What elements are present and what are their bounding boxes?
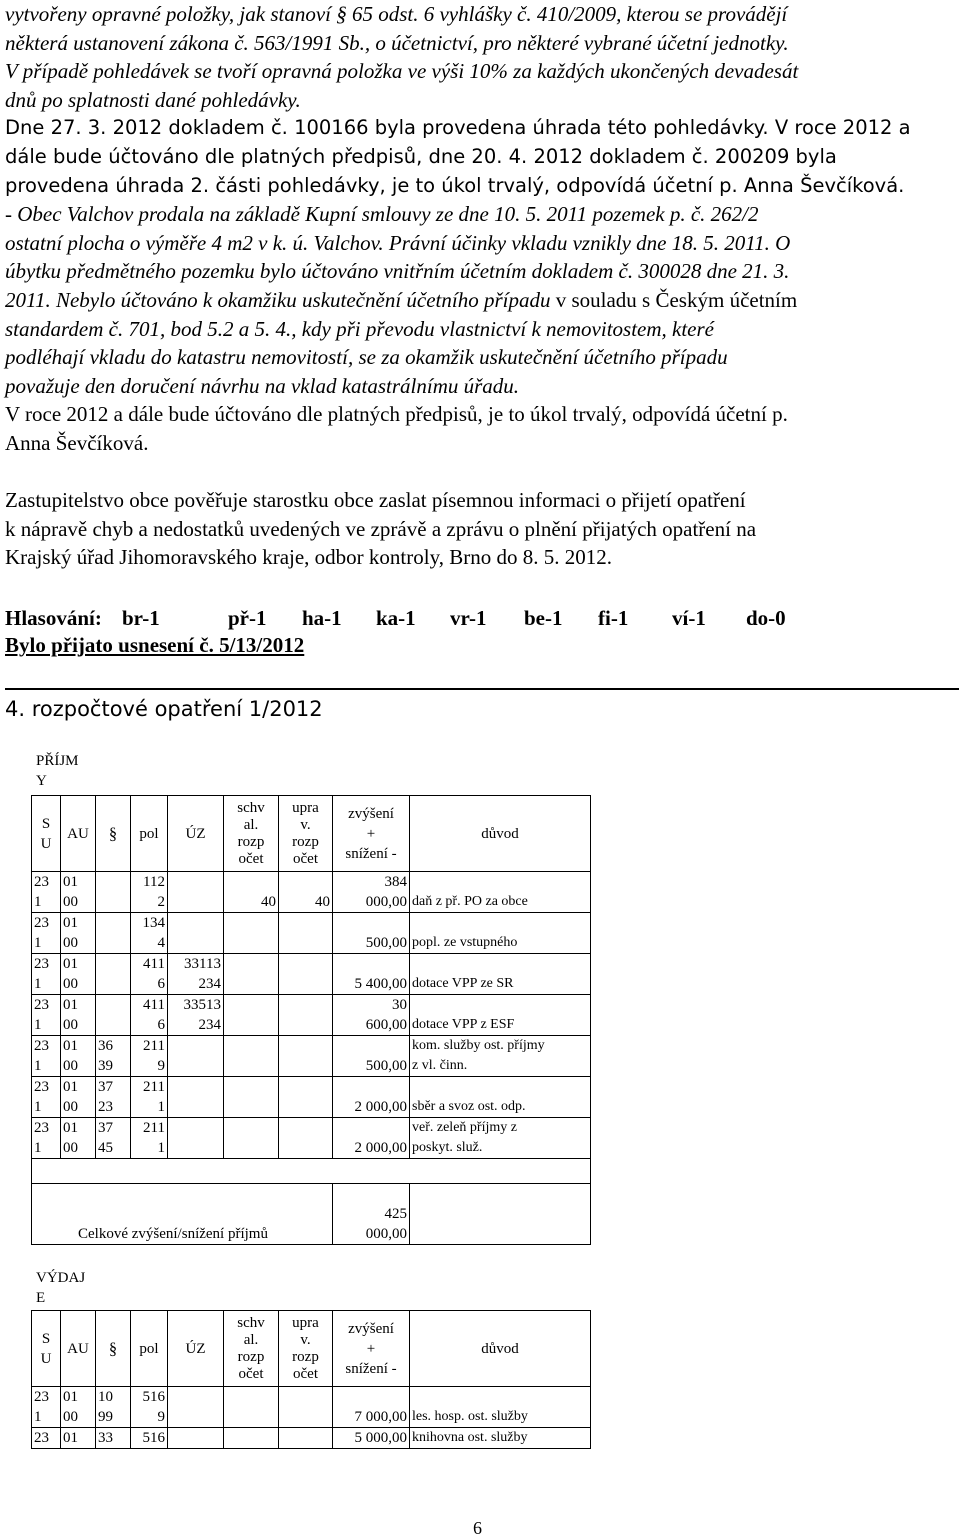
cell-uz <box>168 1077 224 1118</box>
cell-reason <box>410 1387 591 1428</box>
cell-su-line: 1 <box>34 1409 42 1425</box>
cell-pol-line: 411 <box>143 956 165 972</box>
cell-uz <box>168 872 224 913</box>
cell-pol-line: 2 <box>157 894 165 910</box>
cell-pol-line: 411 <box>143 997 165 1013</box>
text-line: úbytku předmětného pozemku bylo účtováno vnitřním účetním dokladem č. 300028 dne 21. 3. <box>5 259 790 284</box>
cell-su-line: 23 <box>34 874 49 890</box>
cell-reason-line: daň z př. PO za obce <box>412 894 528 909</box>
cell-change <box>333 1387 410 1428</box>
cell-au-line: 01 <box>63 1430 78 1446</box>
cell-reason-line: popl. ze vstupného <box>412 935 518 950</box>
cell-au <box>61 1036 96 1077</box>
cell-su-line: 23 <box>34 1038 49 1054</box>
cell-paragraph <box>96 1036 131 1077</box>
cell-su-line: 1 <box>34 1058 42 1074</box>
cell-reason <box>410 1118 591 1159</box>
income-total-row <box>32 1184 591 1245</box>
text-line: vytvořeny opravné položky, jak stanoví § 65 odst. 6 vyhlášky č. 410/2009, kterou se provádějí <box>5 2 788 26</box>
col-header-change: zvýšení + snížení - <box>333 796 410 872</box>
cell-pol-line: 9 <box>157 1409 165 1425</box>
vote-item: be-1 <box>524 606 563 630</box>
cell-approved <box>224 1387 279 1428</box>
cell-uz <box>168 954 224 995</box>
cell-au-line: 00 <box>63 1058 78 1074</box>
cell-change-line: 30 <box>392 997 407 1013</box>
cell-reason-line: sběr a svoz ost. odp. <box>412 1099 526 1114</box>
cell-adjusted <box>279 913 333 954</box>
cell-su <box>32 1118 61 1159</box>
vote-item: fi-1 <box>598 606 629 630</box>
cell-pol-line: 112 <box>143 874 165 890</box>
cell-su-line: 23 <box>34 1389 49 1405</box>
income-total-value: 425 000,00 <box>333 1184 410 1245</box>
col-header-pol: pol <box>131 796 168 872</box>
cell-approved <box>224 913 279 954</box>
section-title: 4. rozpočtové opatření 1/2012 <box>5 697 323 721</box>
cell-approved <box>224 1428 279 1449</box>
cell-pol-line: 6 <box>157 1017 165 1033</box>
cell-au-line: 01 <box>63 997 78 1013</box>
cell-change <box>333 1036 410 1077</box>
cell-pol <box>131 954 168 995</box>
cell-paragraph-line: 37 <box>98 1079 113 1095</box>
cell-uz-line: 33113 <box>184 956 221 972</box>
cell-pol-line: 211 <box>143 1120 165 1136</box>
vote-label: Hlasování: <box>5 606 102 630</box>
cell-su-line: 1 <box>34 1140 42 1156</box>
cell-pol-line: 211 <box>143 1079 165 1095</box>
col-header-change: zvýšení + snížení - <box>333 1311 410 1387</box>
cell-pol-line: 134 <box>142 915 165 931</box>
budget-row <box>32 1036 591 1077</box>
text-span: 2011. Nebylo účtováno k okamžiku uskutečnění účetního případu <box>5 287 551 312</box>
cell-paragraph-line: 39 <box>98 1058 113 1074</box>
cell-paragraph <box>96 872 131 913</box>
cell-uz-line: 234 <box>198 1017 221 1033</box>
col-header-upr: upra v. rozp očet <box>279 796 333 872</box>
cell-pol-line: 516 <box>142 1430 165 1446</box>
cell-au-line: 00 <box>63 894 78 910</box>
cell-reason-line: dotace VPP z ESF <box>412 1017 515 1032</box>
budget-row <box>32 872 591 913</box>
cell-change <box>333 913 410 954</box>
cell-su-line: 23 <box>34 997 49 1013</box>
cell-change <box>333 1077 410 1118</box>
col-header-au: AU <box>61 796 96 872</box>
cell-adjusted <box>279 1077 333 1118</box>
vote-item: do-0 <box>746 606 786 630</box>
cell-change-line: 500,00 <box>365 935 407 951</box>
cell-uz <box>168 913 224 954</box>
cell-au-line: 01 <box>63 1389 78 1405</box>
cell-au <box>61 1118 96 1159</box>
cell-paragraph-line: 33 <box>98 1430 113 1446</box>
expense-title-line: VÝDAJ <box>36 1270 86 1286</box>
cell-adjusted <box>279 1118 333 1159</box>
cell-change <box>333 995 410 1036</box>
blank-line <box>5 458 960 487</box>
income-header-row <box>32 796 591 872</box>
col-header-paragraph: § <box>96 1311 131 1387</box>
cell-reason-line: z vl. činn. <box>412 1058 468 1073</box>
cell-pol <box>131 1036 168 1077</box>
cell-reason <box>410 1428 591 1449</box>
cell-su-line: 23 <box>34 956 49 972</box>
income-title-line: Y <box>36 773 47 789</box>
cell-paragraph <box>96 954 131 995</box>
col-header-uz: ÚZ <box>168 1311 224 1387</box>
cell-su-line: 1 <box>34 976 42 992</box>
cell-change <box>333 1428 410 1449</box>
cell-pol-line: 211 <box>143 1038 165 1054</box>
cell-au-line: 01 <box>63 1079 78 1095</box>
col-header-su: S U <box>32 1311 61 1387</box>
cell-au-line: 01 <box>63 915 78 931</box>
cell-adjusted <box>279 1428 333 1449</box>
cell-change <box>333 954 410 995</box>
cell-su <box>32 1428 61 1449</box>
cell-au <box>61 1428 96 1449</box>
cell-uz <box>168 995 224 1036</box>
cell-uz-line: 33513 <box>183 997 221 1013</box>
cell-reason-line: poskyt. služ. <box>412 1140 483 1155</box>
cell-paragraph <box>96 995 131 1036</box>
cell-adjusted <box>279 1387 333 1428</box>
cell-paragraph-line: 37 <box>98 1120 113 1136</box>
cell-au-line: 00 <box>63 1017 78 1033</box>
vote-item: ha-1 <box>302 606 342 630</box>
col-header-reason: důvod <box>410 1311 591 1387</box>
text-span: v souladu s Českým účetním <box>555 287 798 312</box>
cell-change-line: 500,00 <box>365 1058 407 1074</box>
cell-au <box>61 872 96 913</box>
cell-paragraph <box>96 1387 131 1428</box>
cell-paragraph-line: 36 <box>98 1038 113 1054</box>
cell-su <box>32 1036 61 1077</box>
cell-change-line: 7 000,00 <box>354 1409 407 1425</box>
cell-approved <box>224 995 279 1036</box>
cell-approved-value: 40 <box>261 894 276 910</box>
cell-su-line: 1 <box>34 935 42 951</box>
text-line: ostatní plocha o výměře 4 m2 v k. ú. Valchov. Právní účinky vkladu vznikly dne 18. 5. 2011. O <box>5 230 791 255</box>
cell-su <box>32 954 61 995</box>
vote-item: ka-1 <box>376 606 416 630</box>
income-table <box>31 795 591 1245</box>
cell-pol <box>131 1118 168 1159</box>
cell-pol <box>131 995 168 1036</box>
text-line: Dne 27. 3. 2012 dokladem č. 100166 byla provedena úhrada této pohledávky. V roce 2012 a <box>5 116 911 140</box>
text-line: podléhají vkladu do katastru nemovitostí, se za okamžik uskutečnění účetního případu <box>5 345 728 370</box>
cell-paragraph <box>96 913 131 954</box>
cell-pol-line: 9 <box>157 1058 165 1074</box>
cell-pol-line: 1 <box>157 1140 165 1156</box>
cell-change-line: 600,00 <box>365 1017 407 1033</box>
cell-pol-line: 4 <box>157 935 165 951</box>
cell-reason <box>410 1036 591 1077</box>
budget-row <box>32 1077 591 1118</box>
income-rows <box>32 872 591 1159</box>
empty-cell <box>32 1159 591 1184</box>
cell-uz <box>168 1036 224 1077</box>
cell-change <box>333 1118 410 1159</box>
col-header-reason: důvod <box>410 796 591 872</box>
cell-au-line: 01 <box>63 874 78 890</box>
vote-item: br-1 <box>122 606 160 630</box>
cell-reason-line: kom. služby ost. příjmy <box>412 1038 545 1053</box>
cell-reason <box>410 1077 591 1118</box>
cell-approved <box>224 1036 279 1077</box>
text-line: V případě pohledávek se tvoří opravná položka ve výši 10% za každých ukončených devadesát <box>5 59 799 84</box>
text-line: dále bude účtováno dle platných předpisů, dne 20. 4. 2012 dokladem č. 200209 byla <box>5 144 837 168</box>
cell-au <box>61 1077 96 1118</box>
text-line: Anna Ševčíková. <box>5 430 149 455</box>
income-total-label: Celkové zvýšení/snížení příjmů <box>32 1184 333 1245</box>
col-header-pol: pol <box>131 1311 168 1387</box>
cell-uz <box>168 1428 224 1449</box>
cell-au <box>61 1387 96 1428</box>
expense-rows <box>32 1387 591 1449</box>
budget-row <box>32 1118 591 1159</box>
cell-paragraph <box>96 1428 131 1449</box>
budget-row <box>32 913 591 954</box>
text-line <box>5 286 960 315</box>
cell-uz <box>168 1118 224 1159</box>
income-empty-row <box>32 1159 591 1184</box>
col-header-su: S U <box>32 796 61 872</box>
cell-au-line: 01 <box>63 1120 78 1136</box>
cell-reason <box>410 872 591 913</box>
col-header-upr: upra v. rozp očet <box>279 1311 333 1387</box>
cell-au-line: 00 <box>63 976 78 992</box>
cell-reason-line: veř. zeleň příjmy z <box>412 1120 517 1135</box>
cell-su <box>32 995 61 1036</box>
budget-row <box>32 954 591 995</box>
vote-item: př-1 <box>228 606 267 630</box>
empty-cell <box>410 1184 591 1245</box>
cell-paragraph-line: 99 <box>98 1409 113 1425</box>
col-header-au: AU <box>61 1311 96 1387</box>
cell-pol <box>131 872 168 913</box>
expense-title <box>36 1268 85 1308</box>
budget-row <box>32 995 591 1036</box>
cell-au <box>61 913 96 954</box>
text-line: - Obec Valchov prodala na základě Kupní smlouvy ze dne 10. 5. 2011 pozemek p. č. 262/2 <box>5 202 759 227</box>
cell-adjusted-value: 40 <box>315 894 330 910</box>
expense-header-row <box>32 1311 591 1387</box>
cell-pol-line: 516 <box>142 1389 165 1405</box>
cell-change-line: 2 000,00 <box>354 1140 407 1156</box>
text-line: Zastupitelstvo obce pověřuje starostku obce zaslat písemnou informaci o přijetí opatření <box>5 488 746 513</box>
cell-change-line: 5 000,00 <box>354 1430 407 1446</box>
expense-table <box>31 1310 591 1449</box>
cell-paragraph-line: 10 <box>98 1389 113 1405</box>
cell-su <box>32 1077 61 1118</box>
cell-su-line: 23 <box>34 915 49 931</box>
cell-su-line: 1 <box>34 1099 42 1115</box>
income-title <box>36 751 79 791</box>
text-line: některá ustanovení zákona č. 563/1991 Sb., o účetnictví, pro některé vybrané účetní jednotky. <box>5 30 789 55</box>
text-span: , kdy při převodu vlastnictví k nemovitostem, které <box>291 316 714 341</box>
cell-au-line: 00 <box>63 1409 78 1425</box>
cell-reason <box>410 954 591 995</box>
cell-change-line: 2 000,00 <box>354 1099 407 1115</box>
text-span: standardem č. 701, bod 5.2 a 5. 4. <box>5 316 292 341</box>
cell-reason-line: knihovna ost. služby <box>412 1430 528 1445</box>
cell-uz-line: 234 <box>198 976 221 992</box>
cell-paragraph-line: 23 <box>98 1099 113 1115</box>
cell-pol-line: 6 <box>157 976 165 992</box>
vote-item: vr-1 <box>450 606 487 630</box>
cell-reason <box>410 995 591 1036</box>
cell-au-line: 01 <box>63 956 78 972</box>
cell-su-line: 1 <box>34 1017 42 1033</box>
cell-paragraph <box>96 1077 131 1118</box>
text-line: dnů po splatnosti dané pohledávky. <box>5 87 301 112</box>
cell-change-line: 000,00 <box>365 894 407 910</box>
cell-su <box>32 913 61 954</box>
section-divider <box>5 688 959 690</box>
cell-approved <box>224 1118 279 1159</box>
cell-su-line: 23 <box>34 1120 49 1136</box>
cell-su-line: 1 <box>34 894 42 910</box>
cell-uz <box>168 1387 224 1428</box>
cell-reason <box>410 913 591 954</box>
cell-su-line: 23 <box>34 1430 49 1446</box>
cell-pol <box>131 913 168 954</box>
col-header-schv: schv al. rozp očet <box>224 1311 279 1387</box>
cell-change-line: 384 <box>384 874 407 890</box>
cell-reason-line: dotace VPP ze SR <box>412 976 514 991</box>
text-line: V roce 2012 a dále bude účtováno dle platných předpisů, je to úkol trvalý, odpovídá účetní p. <box>5 402 788 427</box>
page-number: 6 <box>473 1518 482 1538</box>
cell-approved <box>224 872 279 913</box>
cell-pol <box>131 1428 168 1449</box>
vote-result: Bylo přijato usnesení č. 5/13/2012 <box>5 633 305 657</box>
cell-pol <box>131 1077 168 1118</box>
cell-au-line: 00 <box>63 1140 78 1156</box>
text-line <box>5 315 960 344</box>
cell-reason-line: les. hosp. ost. služby <box>412 1409 528 1424</box>
cell-approved <box>224 954 279 995</box>
col-header-paragraph: § <box>96 796 131 872</box>
resolution-text <box>5 0 960 572</box>
cell-approved <box>224 1077 279 1118</box>
budget-row <box>32 1387 591 1428</box>
text-line: k nápravě chyb a nedostatků uvedených ve zprávě a zprávu o plnění přijatých opatření na <box>5 516 757 541</box>
cell-adjusted <box>279 954 333 995</box>
cell-change <box>333 872 410 913</box>
cell-au <box>61 995 96 1036</box>
cell-su <box>32 872 61 913</box>
cell-pol-line: 1 <box>157 1099 165 1115</box>
cell-pol <box>131 1387 168 1428</box>
col-header-schv: schv al. rozp očet <box>224 796 279 872</box>
vote-item: ví-1 <box>672 606 706 630</box>
text-line: provedena úhrada 2. části pohledávky, je to úkol trvalý, odpovídá účetní p. Anna Ševčíková. <box>5 173 905 197</box>
cell-au <box>61 954 96 995</box>
col-header-uz: ÚZ <box>168 796 224 872</box>
cell-paragraph <box>96 1118 131 1159</box>
text-line: Krajský úřad Jihomoravského kraje, odbor kontroly, Brno do 8. 5. 2012. <box>5 545 612 570</box>
cell-change-line: 5 400,00 <box>354 976 407 992</box>
text-line: považuje den doručení návrhu na vklad katastrálnímu úřadu. <box>5 373 520 398</box>
cell-adjusted <box>279 995 333 1036</box>
expense-title-line: E <box>36 1290 46 1306</box>
cell-adjusted <box>279 1036 333 1077</box>
cell-su <box>32 1387 61 1428</box>
cell-au-line: 00 <box>63 1099 78 1115</box>
income-title-line: PŘÍJM <box>36 753 79 769</box>
cell-au-line: 00 <box>63 935 78 951</box>
cell-au-line: 01 <box>63 1038 78 1054</box>
cell-adjusted <box>279 872 333 913</box>
cell-su-line: 23 <box>34 1079 49 1095</box>
budget-row <box>32 1428 591 1449</box>
cell-paragraph-line: 45 <box>98 1140 113 1156</box>
